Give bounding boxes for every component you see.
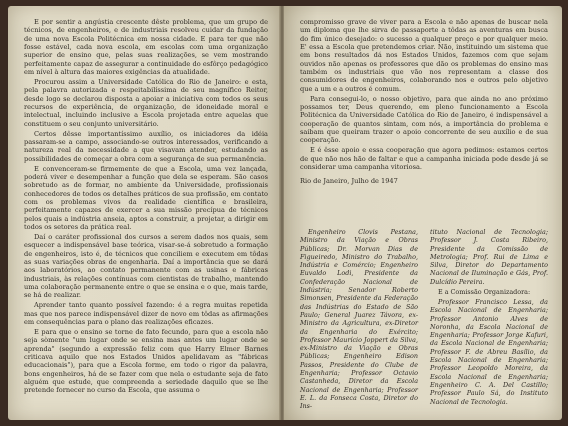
left-paragraph: Procurou assim a Universidade Católica do Rio de Janeiro: e esta, pela palavra autorizada e respeitabilíssima de seu magnífico Reitor, desde logo se declarou disposta a apoiar a iniciativa com todos os seus recursos de experiência, de organização, de idoneidade moral e intelectual, incluindo inclusive a Escola projetada entre aquelas que constituem o seu conjunto universitário. xyxy=(24,78,268,128)
right-paragraph: Para consegui-lo, o nosso objetivo, para que ainda no ano próximo possamos ter, Deus querendo, em pleno funcionamento a Escola Politécnica da Universidade Católica do Rio de Janeiro, é indispensável a cooperação de quantos sintam, com nós, a importância do problema e saibam que queiram trazer o apoio concorrente de seu auxílio e de sua cooperação. xyxy=(300,94,548,145)
right-text-column xyxy=(300,18,548,187)
signatories-left-column xyxy=(300,228,418,412)
left-page xyxy=(8,6,280,420)
left-paragraph: E para que o ensino se torne de fato fecundo, para que a escola não seja sòmente "um lugar onde se ensina mas antes um lugar onde se aprenda" (segundo a expressão feliz com que Harry Elmer Barnes criticava aquilo que nos Estados Unidos apelidavam as "fábricas educacionais"), para que a Escola forme, em todo o rigor da palavra, bons engenheiros, há de se fazer com que nela o estudante seja de fato alguém que estude, que compreenda a seriedade daquilo que se lhe pretende fornecer no curso da Escola, que assuma o xyxy=(24,327,268,395)
committee-heading: E a Comissão Organizadora: xyxy=(438,287,531,296)
right-paragraph: E é êsse apoio e essa cooperação que agora pedimos: estamos certos de que não nos hão de faltar e que a campanha iniciada pode desde já se considerar uma campanha vitoriosa. xyxy=(300,146,548,172)
signatories-block xyxy=(300,228,548,412)
left-paragraph: Daí o caráter profissional dos cursos a serem dados nos quais, sem esquecer a indispensável base teórica, visar-se-á sobretudo a formação de engenheiros, isto é, de técnicos que conciliem e executem em tôdas as suas variações obras de engenharia. Daí a importância que se dará aos laboratórios, ao contato permanente com as usinas e fábricas industriais, às relações contínuas com cientistas de trabalho, mantendo uma colaboração permanente entre o que se ensina e o que, mais tarde, se há de realizar. xyxy=(24,232,268,300)
right-paragraph: compromisso grave de viver para a Escola e não apenas de buscar nela um diploma que lhe sirva de passaporte a tôdas as aventuras em busca do fim único desejado: o sucesso a qualquer preço e por qualquer meio. E' essa a Escola que pretendemos criar. Não, instituindo um sistema que em bons resultados dá nos Estados Unidos, fazemos com que sejam ouvidos não apenas os professores que dão os problemas do ensino mas também os industriais que vão nos representam a classe dos consumidores de engenheiros, colaborando nos e outros pelo objetivo que a um e a outros é comum. xyxy=(300,18,548,93)
committee-members: Professor Francisco Lessa, da Escola Nacional de Engenharia; Professor Antonio Alves de Noronha, da Escola Nacional de Engenharia; Professor Jorge Kafuri, da Escola Nacional de Engenharia; Professor F. de Abreu Basílio, da Escola Nacional de Engenharia; Professor Leopoldo Moreira, da Escola Nacional de Engenharia; Engenheiro C. A. Del Castillo; Professor Paulo Sá, do Instituto Nacional de Tecnologia. xyxy=(430,297,548,406)
left-paragraph: Certos dêsse importantíssimo auxílio, os iniciadores da idéia passaram-se a campo, associando-se outros interessados, verificando a natureza real da necessidade a que visavam atender, estudando as possibilidades de começar a obra com a segurança de sua permanência. xyxy=(24,129,268,163)
left-paragraph: Aprender tanto quanto possível fazendo: é a regra muitas repetida mas que nos parece indispensável dizer de novo em tôdas as afirmações em consequências para o plano das realizações eficazes. xyxy=(24,301,268,326)
dateline: Rio de Janeiro, Julho de 1947 xyxy=(300,177,398,186)
signatories-text: Engenheiro Clovis Pestana, Ministro da Viação e Obras Públicas; Dr. Morvan Dias de Figueiredo, Ministro do Trabalho, Indústria e Comércio; Engenheiro Euvaldo Lodi, Presidente da Confederação Nacional de Indústria; Senador Roberto Simonsen, Presidente da Federação das Indústrias do Estado de São Paulo; General Juarez Távora, ex-Ministro da Agricultura, ex-Diretor da Engenharia do Exército; Professor Maurício Joppert da Silva, ex-Ministro da Viação e Obras Públicas; Engenheiro Edison Passos, Presidente do Clube de Engenharia; Professor Octavio Castanheda, Diretor da Escola Nacional de Engenharia; Professor E. L. da Fonseca Costa, Diretor do Ins- xyxy=(300,228,418,411)
left-paragraph: E por sentir a angústia crescente dêste problema, que um grupo de técnicos, de engenheiros, e de industriais resolveu cuidar da fundação de uma nova Escola Politécnica em nossa cidade. E para ter que não fosse estável, cada nova escola, em escolas com uma organização superior de ensino que, pelas suas realizações, se vem mostrando perfeitamente capaz de assegurar a continuidade do esfôrço pedagógico em nível à altura das maiores exigências da atualidade. xyxy=(24,18,268,77)
right-page xyxy=(284,6,562,420)
left-text-column xyxy=(24,18,268,396)
signatories-right-column xyxy=(430,228,548,412)
left-paragraph: E convenceram-se firmemente de que a Escola, uma vez lançada, poderá viver e desempenhar a função que dela se esperam. São casos sobretudo as de formar, no ambiente da Universidade, profissionais conhecedores de todos os detalhes práticos de sua profissão, em contato com os problemas vivos da realidade científica e brasileira, perfeitamente capazes de exercer a sua missão precípua de técnicos pelos quais a indústria anseia, aptos a construir, a projetar, a dirigir em todos os setores da prática real. xyxy=(24,164,268,232)
signatories-text: tituto Nacional de Tecnologia; Professor J. Costa Ribeiro, Presidente da Comissão de Metrologia; Prof. Rui de Lima e Silva, Diretor do Departamento Nacional de Iluminação e Gás, Prof. Dulcídio Pereira. xyxy=(430,228,548,286)
